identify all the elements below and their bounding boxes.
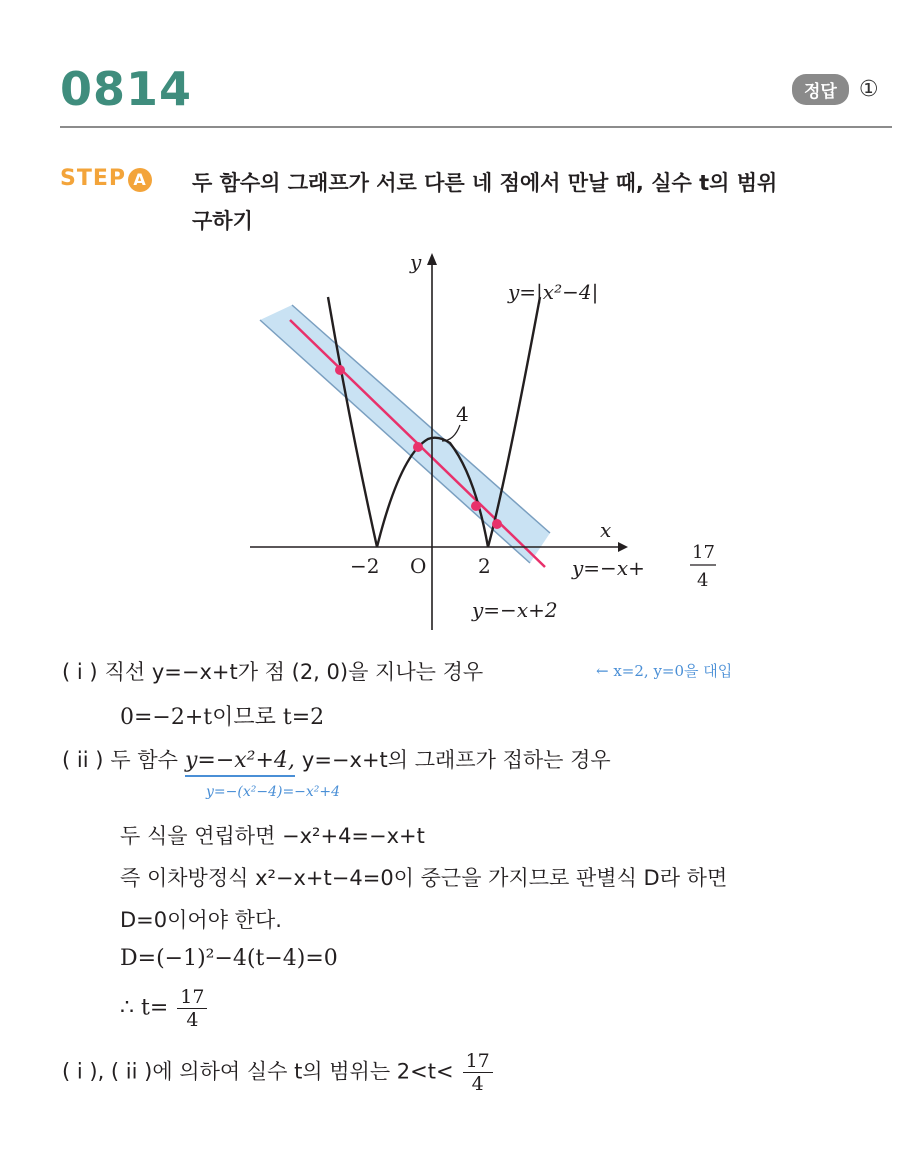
conclusion	[62, 1050, 495, 1095]
origin-label: O	[410, 554, 427, 578]
case1-result	[120, 700, 324, 731]
shaded-band	[260, 305, 550, 563]
conclusion-numerator: 17	[463, 1050, 493, 1073]
line-c	[120, 904, 282, 934]
case2-prefix: ( ii )	[62, 748, 104, 772]
axis-label-y: y	[410, 250, 422, 274]
line-d	[120, 946, 338, 971]
answer-value: ①	[858, 77, 879, 102]
label-4: 4	[456, 402, 469, 426]
line-c-text: D=0이어야 한다.	[120, 908, 282, 932]
axis-label-x: x	[600, 518, 612, 542]
line-e-prefix: ∴ t=	[120, 995, 169, 1021]
line-upper-frac-den: 4	[697, 570, 709, 591]
header-divider	[60, 126, 892, 128]
step-label-text: STEP	[60, 166, 127, 191]
case2-line	[62, 744, 611, 774]
answer-box	[792, 74, 879, 105]
conclusion-fraction	[463, 1050, 493, 1095]
step-title	[192, 164, 872, 240]
band-edge-upper-line	[292, 305, 550, 533]
line-a	[120, 820, 425, 850]
case1-line	[62, 656, 483, 686]
y-axis-arrow	[427, 253, 437, 265]
line-a-text: 두 식을 연립하면 −x²+4=−x+t	[120, 824, 425, 848]
intersection-point	[492, 519, 502, 529]
case1-result-text: 0=−2+t이므로 t=2	[120, 705, 325, 730]
intersection-point	[413, 442, 423, 452]
case2-note: y=−(x²−4)=−x²+4	[206, 784, 341, 800]
step-label	[60, 166, 152, 192]
line-upper-label: y=−x+	[572, 556, 645, 580]
conclusion-denominator: 4	[471, 1073, 484, 1095]
case1-text: 직선 y=−x+t가 점 (2, 0)을 지나는 경우	[104, 660, 484, 684]
x-axis-arrow	[618, 542, 628, 552]
intersection-point	[335, 365, 345, 375]
line-e	[120, 986, 209, 1031]
case2-text-b: y=−x+t의 그래프가 접하는 경우	[301, 748, 611, 772]
intersection-point	[471, 501, 481, 511]
line-upper-frac-num: 17	[692, 542, 715, 563]
curve-label: y=|x²−4|	[508, 280, 599, 304]
label-4-leader	[442, 425, 460, 441]
line-d-text: D=(−1)²−4(t−4)=0	[120, 946, 338, 971]
answer-badge: 정답	[792, 74, 849, 105]
conclusion-text: ( i ), ( ii )에 의하여 실수 t의 범위는 2<t<	[62, 1059, 454, 1084]
case2-func: y=−x²+4,	[185, 748, 295, 777]
problem-number: 0814	[60, 62, 193, 116]
function-graph	[250, 245, 750, 635]
tick-label-neg2: −2	[350, 554, 380, 578]
tick-label-2: 2	[478, 554, 491, 578]
step-badge: A	[128, 168, 152, 192]
step-title-line2: 구하기	[192, 209, 253, 233]
line-lower-label: y=−x+2	[472, 598, 558, 622]
step-title-line1: 두 함수의 그래프가 서로 다른 네 점에서 만날 때, 실수 t의 범위	[192, 171, 778, 195]
case1-note: ← x=2, y=0을 대입	[596, 662, 733, 680]
line-b-text: 즉 이차방정식 x²−x+t−4=0이 중근을 가지므로 판별식 D라 하면	[120, 866, 728, 890]
case1-prefix: ( i )	[62, 660, 98, 684]
band-edge-lower-line	[260, 320, 530, 563]
case2-text-a: 두 함수	[110, 748, 178, 772]
line-e-denominator: 4	[186, 1009, 199, 1031]
line-e-numerator: 17	[177, 986, 207, 1009]
line-b	[120, 862, 727, 892]
line-e-fraction	[177, 986, 207, 1031]
